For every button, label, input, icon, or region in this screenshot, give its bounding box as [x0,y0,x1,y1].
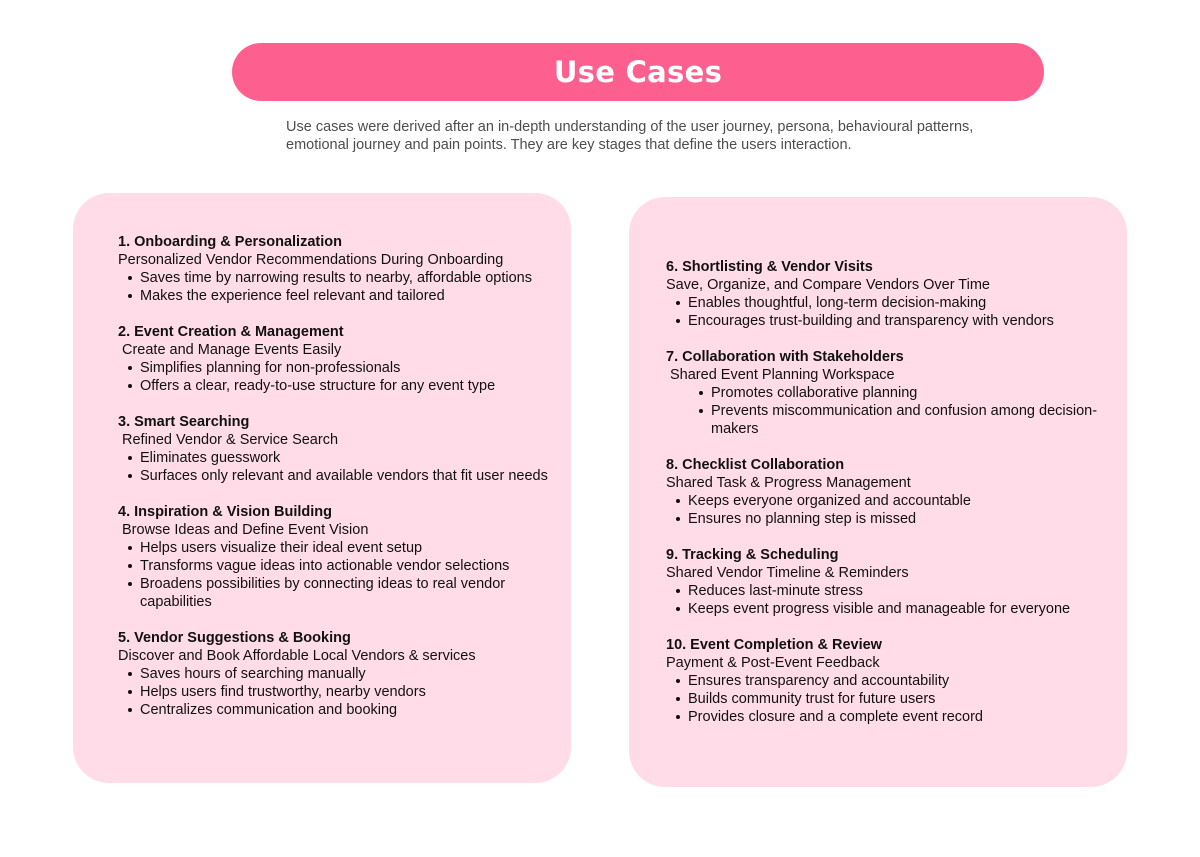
use-case-subtitle: Shared Event Planning Workspace [670,367,895,383]
bullet-item: Helps users visualize their ideal event setup [118,539,558,557]
use-case-1 [118,233,558,305]
bullet-item: Helps users find trustworthy, nearby vendors [118,683,558,701]
use-case-title: 10. Event Completion & Review [666,637,882,653]
use-case-subtitle: Discover and Book Affordable Local Vendors & services [118,648,476,664]
use-case-subtitle: Payment & Post-Event Feedback [666,655,880,671]
bullet-item: Keeps event progress visible and manageable for everyone [666,600,1116,618]
use-case-bullets [666,672,1116,726]
bullet-item: Reduces last-minute stress [666,582,1116,600]
page-title: Use Cases [553,55,723,89]
bullet-item: Offers a clear, ready-to-use structure for any event type [118,377,558,395]
use-case-subtitle: Personalized Vendor Recommendations During Onboarding [118,252,504,268]
bullet-item: Provides closure and a complete event record [666,708,1116,726]
use-case-bullets [118,539,558,611]
use-case-7 [666,348,1116,438]
use-case-2 [118,323,558,395]
use-case-title: 3. Smart Searching [118,414,250,430]
bullet-item: Encourages trust-building and transparency with vendors [666,312,1116,330]
bullet-item: Simplifies planning for non-professionals [118,359,558,377]
use-case-title: 1. Onboarding & Personalization [118,234,342,250]
use-cases-card-right [629,197,1127,787]
use-case-8 [666,456,1116,528]
bullet-item: Eliminates guesswork [118,449,558,467]
bullet-item: Builds community trust for future users [666,690,1116,708]
use-case-bullets [666,384,1116,438]
use-case-bullets [666,492,1116,528]
use-case-subtitle: Save, Organize, and Compare Vendors Over Time [666,277,990,293]
use-case-9 [666,546,1116,618]
use-case-bullets [666,582,1116,618]
bullet-item: Saves hours of searching manually [118,665,558,683]
bullet-item: Saves time by narrowing results to nearby, affordable options [118,269,558,287]
use-case-subtitle: Shared Vendor Timeline & Reminders [666,565,909,581]
use-case-subtitle: Browse Ideas and Define Event Vision [122,522,369,538]
bullet-item: Enables thoughtful, long-term decision-making [666,294,1116,312]
use-case-bullets [118,359,558,395]
use-case-bullets [118,269,558,305]
use-case-subtitle: Create and Manage Events Easily [122,342,342,358]
use-case-title: 4. Inspiration & Vision Building [118,504,333,520]
use-cases-card-left [73,193,571,783]
bullet-item: Broadens possibilities by connecting ideas to real vendor capabilities [118,575,558,611]
bullet-item: Centralizes communication and booking [118,701,558,719]
use-case-title: 6. Shortlisting & Vendor Visits [666,259,873,275]
use-case-6 [666,258,1116,330]
use-case-10 [666,636,1116,726]
intro-paragraph: Use cases were derived after an in-depth understanding of the user journey, persona, behavioural patterns, emotional journey and pain points. They are key stages that define the users interaction. [286,119,974,153]
bullet-item: Ensures transparency and accountability [666,672,1116,690]
use-case-4 [118,503,558,611]
bullet-item: Keeps everyone organized and accountable [666,492,1116,510]
use-case-title: 8. Checklist Collaboration [666,457,845,473]
use-case-subtitle: Shared Task & Progress Management [666,475,911,491]
use-case-3 [118,413,558,485]
bullet-item: Makes the experience feel relevant and tailored [118,287,558,305]
use-case-bullets [118,449,558,485]
use-case-5 [118,629,558,719]
bullet-item: Prevents miscommunication and confusion among decision-makers [689,402,1116,438]
bullet-item: Transforms vague ideas into actionable vendor selections [118,557,558,575]
use-case-title: 2. Event Creation & Management [118,324,344,340]
use-case-bullets [666,294,1116,330]
bullet-item: Ensures no planning step is missed [666,510,1116,528]
use-case-bullets [118,665,558,719]
title-banner [232,43,1044,101]
bullet-item: Surfaces only relevant and available vendors that fit user needs [118,467,558,485]
use-case-title: 5. Vendor Suggestions & Booking [118,630,351,646]
use-case-title: 9. Tracking & Scheduling [666,547,839,563]
use-case-title: 7. Collaboration with Stakeholders [666,349,904,365]
bullet-item: Promotes collaborative planning [689,384,1116,402]
use-case-subtitle: Refined Vendor & Service Search [122,432,339,448]
